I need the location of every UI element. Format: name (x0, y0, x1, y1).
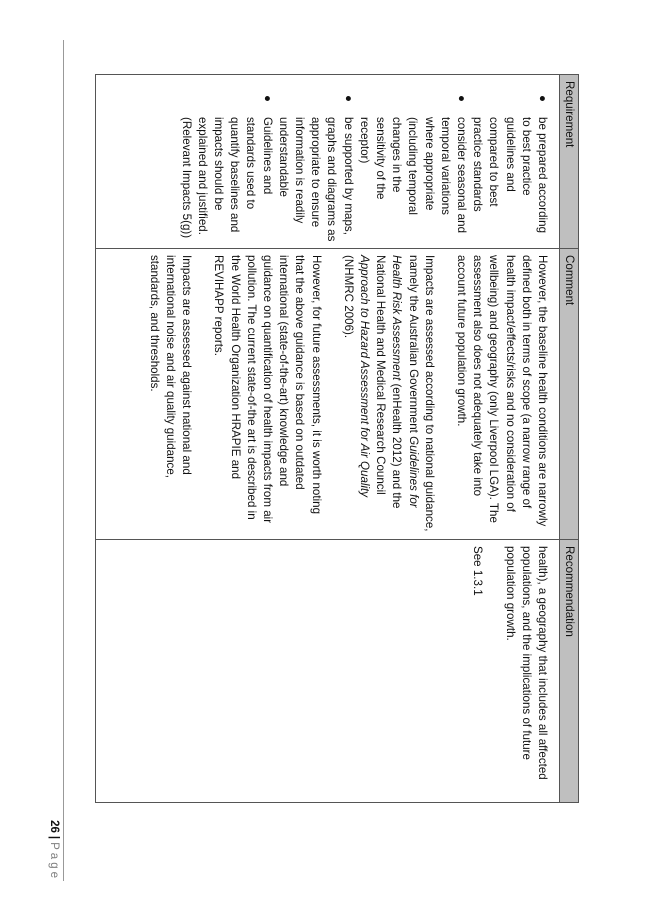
requirement-text: be prepared according to best practice guidelines and compared to best practice standards (471, 117, 549, 234)
page-number: 26 (48, 820, 60, 833)
requirement-list (194, 81, 550, 242)
bullet-icon: ● (536, 95, 549, 103)
header-recommendation: Recommendation (560, 540, 579, 803)
bullet-icon: ● (260, 95, 274, 103)
list-item (275, 81, 356, 242)
list-item (356, 81, 469, 242)
header-requirement: Requirement (560, 75, 579, 249)
comment-cell (96, 249, 560, 540)
bullet-icon: ● (341, 95, 355, 103)
page-label: Page (48, 842, 60, 881)
bullet-icon: ● (454, 95, 468, 103)
footer-separator: | (48, 835, 60, 840)
requirement-text: be supported by maps, graphs and diagrams as appropriate to ensure information is readily understandable (276, 117, 355, 242)
comment-paragraph: However, the baseline health conditions are narrowly defined both in terms of scope (a narrow range of health impact/effects/risks and no consideration of wellbeing) and geography (only Liverpool LGA). The assessment also does not adequately take into account future population growth. (454, 255, 549, 527)
requirements-table (95, 74, 579, 803)
comment-text: (NHMRC 2006). (341, 255, 355, 339)
comment-text: Impacts are assessed according to national guidance, namely the Australian Government (406, 255, 436, 532)
recommendation-reference: See 1.3.1 (471, 546, 485, 596)
recommendation-cell (96, 540, 560, 803)
table-row (96, 75, 560, 803)
comment-text: (enHealth 2012) and the National Health and Medical Research Council (374, 255, 404, 509)
page-footer (48, 40, 64, 881)
comment-paragraph: Impacts are assessed against national and international noise and air quality guidance, standards, and thresholds. (147, 255, 194, 479)
requirement-text: Guidelines and standards used to quantify baselines and impacts should be explained and justified. (195, 117, 274, 235)
relevant-impacts-note: (Relevant Impacts 5(g)) (179, 117, 193, 239)
guideline-title: Approach to Hazard Assessment for Air Quality (357, 255, 371, 498)
list-item (194, 81, 275, 242)
guideline-title: Guidelines for Health Risk Assessment (390, 255, 420, 508)
requirement-cell (96, 75, 560, 249)
list-item (469, 81, 550, 242)
header-comment: Comment (560, 249, 579, 540)
recommendation-paragraph: health), a geography that includes all affected populations, and the implications of future population growth. (503, 546, 549, 780)
requirement-text: consider seasonal and temporal variations where appropriate (including temporal changes in the sensitivity of the receptor) (357, 117, 468, 234)
comment-paragraph: However, for future assessments, it is worth noting that the above guidance is based on outdated international (state-of-the-art) knowledge and guidance on quantification of health impacts from air pollution. The current state-of-the art is described in the World Health Organization HRAPIE and REVIHAPP reports. (212, 255, 323, 524)
table-header-row (560, 75, 579, 803)
comment-paragraph (340, 255, 437, 533)
